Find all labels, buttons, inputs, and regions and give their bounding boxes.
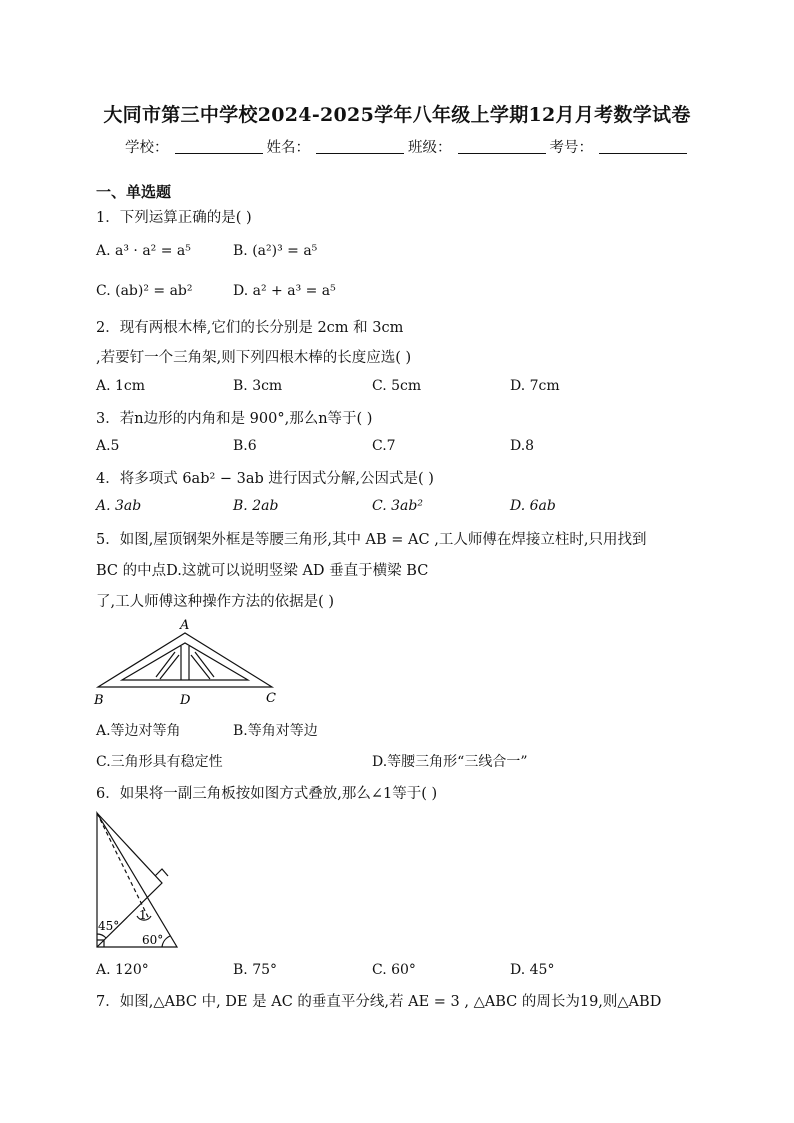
label-D: D (180, 693, 191, 708)
label-A: A (180, 618, 190, 633)
q5-roof-truss-figure (90, 615, 290, 710)
q5-option-b: B.等角对等边 (233, 723, 318, 739)
q1-option-c: C. (ab)² = ab² (96, 283, 193, 299)
q3-option-b: B.6 (233, 438, 257, 454)
class-label: 班级： (408, 140, 452, 156)
q6-option-d: D. 45° (510, 962, 555, 978)
q2-option-b: B. 3cm (233, 378, 283, 394)
q2-stem-line1: 2．现有两根木棒,它们的长分别是 2cm 和 3cm (96, 320, 404, 336)
class-blank (458, 139, 546, 154)
q2-option-d: D. 7cm (510, 378, 560, 394)
q4-option-c: C. 3ab² (372, 498, 423, 514)
q5-stem-line1: 5．如图,屋顶钢架外框是等腰三角形,其中 AB = AC ,工人师傅在焊接立柱时,只用找到 (96, 532, 647, 548)
school-blank (175, 139, 263, 154)
q3-option-a: A.5 (96, 438, 120, 454)
number-blank (599, 139, 687, 154)
q5-option-a: A.等边对等角 (96, 723, 181, 739)
q1-option-d: D. a² + a³ = a⁵ (233, 283, 336, 299)
q4-option-d: D. 6ab (510, 498, 556, 514)
q6-option-b: B. 75° (233, 962, 278, 978)
name-blank (316, 139, 404, 154)
label-B: B (94, 693, 104, 708)
q4-option-b: B. 2ab (233, 498, 279, 514)
q3-option-c: C.7 (372, 438, 396, 454)
q6-stem: 6．如果将一副三角板按如图方式叠放,那么∠1等于( ) (96, 786, 438, 802)
angle-45-arc (97, 934, 106, 938)
right-angle-mark (155, 869, 168, 876)
q2-stem-line2: ,若要钉一个三角架,则下列四根木棒的长度应选( ) (96, 350, 412, 366)
q2-option-c: C. 5cm (372, 378, 422, 394)
q1-option-a: A. a³ · a² = a⁵ (96, 243, 191, 259)
angle-45-label: 45° (98, 919, 120, 933)
school-label: 学校： (125, 140, 169, 156)
q4-option-a: A. 3ab (96, 498, 142, 514)
exam-title: 大同市第三中学校2024-2025学年八年级上学期12月月考数学试卷 (103, 104, 691, 126)
q6-set-square-figure (90, 806, 185, 954)
q5-stem-line3: 了,工人师傅这种操作方法的依据是( ) (96, 594, 335, 610)
q6-option-c: C. 60° (372, 962, 416, 978)
q1-stem: 1．下列运算正确的是( ) (96, 210, 252, 226)
name-label: 姓名： (266, 140, 310, 156)
q7-stem: 7．如图,△ABC 中, DE 是 AC 的垂直平分线,若 AE = 3 , △ABC 的周长为19,则△ABD (96, 994, 662, 1010)
number-label: 考号： (549, 140, 593, 156)
q2-option-a: A. 1cm (96, 378, 146, 394)
section-heading: 一、单选题 (96, 183, 172, 201)
hidden-edge-dashed (97, 813, 149, 919)
q5-option-d: D.等腰三角形“三线合一” (372, 754, 528, 770)
q3-stem: 3．若n边形的内角和是 900°,那么n等于( ) (96, 411, 373, 427)
q4-stem: 4．将多项式 6ab² − 3ab 进行因式分解,公因式是( ) (96, 471, 434, 487)
student-info-row (125, 136, 691, 157)
q1-option-b: B. (a²)³ = a⁵ (233, 243, 318, 259)
angle-60-label: 60° (142, 933, 164, 947)
q3-option-d: D.8 (510, 438, 535, 454)
label-C: C (266, 691, 276, 706)
q6-option-a: A. 120° (96, 962, 149, 978)
q5-stem-line2: BC 的中点D.这就可以说明竖梁 AD 垂直于横梁 BC (96, 563, 429, 579)
truss-inner-frame (122, 643, 248, 680)
angle-1-label: 1 (139, 908, 147, 922)
q5-option-c: C.三角形具有稳定性 (96, 754, 223, 770)
